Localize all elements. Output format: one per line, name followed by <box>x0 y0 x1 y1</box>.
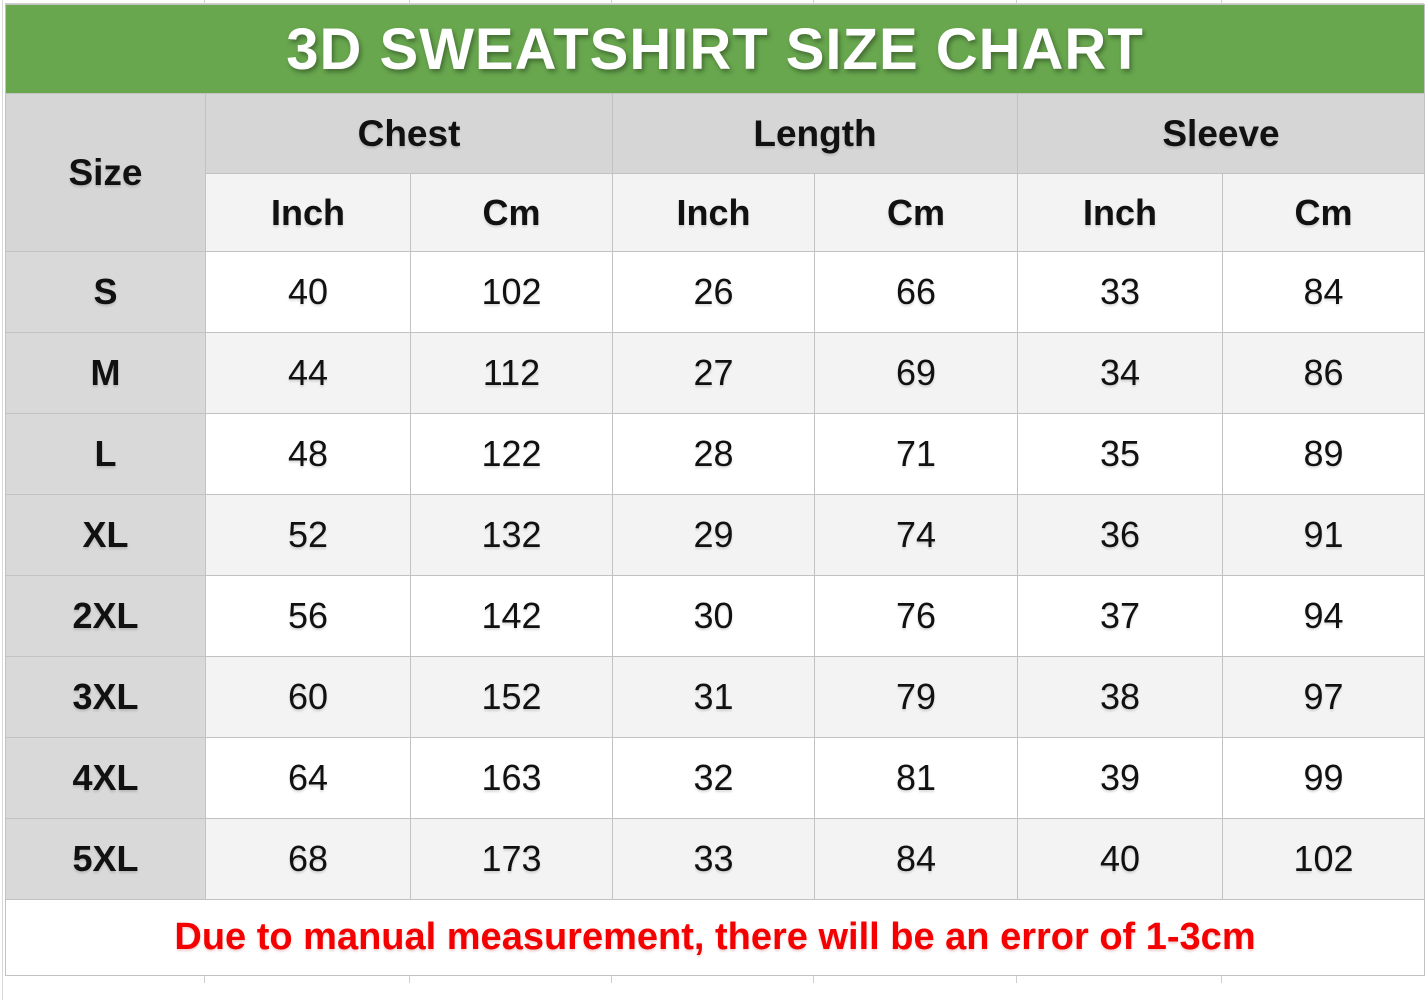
value-cell: 33 <box>1018 252 1223 333</box>
size-label: 3XL <box>6 657 206 738</box>
table-row-4xl <box>6 738 1425 819</box>
table-row-s <box>6 252 1425 333</box>
value-cell: 81 <box>815 738 1018 819</box>
value-cell: 79 <box>815 657 1018 738</box>
value-cell: 33 <box>613 819 815 900</box>
gridline-cell <box>612 0 814 3</box>
table-row-m <box>6 333 1425 414</box>
title-bar <box>6 5 1425 94</box>
unit-header-chest-inch: Inch <box>206 174 411 252</box>
value-cell: 66 <box>815 252 1018 333</box>
value-cell: 163 <box>411 738 613 819</box>
gridline-cell <box>814 0 1017 3</box>
value-cell: 152 <box>411 657 613 738</box>
value-cell: 74 <box>815 495 1018 576</box>
table-row-5xl <box>6 819 1425 900</box>
gridline-cell <box>5 976 205 983</box>
value-cell: 34 <box>1018 333 1223 414</box>
value-cell: 64 <box>206 738 411 819</box>
table-row-2xl <box>6 576 1425 657</box>
gridline-cell <box>1222 976 1424 983</box>
size-label: L <box>6 414 206 495</box>
footnote-row <box>6 900 1425 976</box>
size-label: 2XL <box>6 576 206 657</box>
value-cell: 39 <box>1018 738 1223 819</box>
value-cell: 76 <box>815 576 1018 657</box>
page-title: 3D SWEATSHIRT SIZE CHART <box>286 16 1144 82</box>
value-cell: 27 <box>613 333 815 414</box>
value-cell: 94 <box>1223 576 1425 657</box>
value-cell: 91 <box>1223 495 1425 576</box>
value-cell: 86 <box>1223 333 1425 414</box>
table-row-l <box>6 414 1425 495</box>
gridline-cell <box>205 976 410 983</box>
gridline-cell <box>410 0 612 3</box>
gridline-cell <box>814 976 1017 983</box>
gridline-cell <box>410 976 612 983</box>
value-cell: 44 <box>206 333 411 414</box>
gridline-cell <box>1222 0 1424 3</box>
value-cell: 31 <box>613 657 815 738</box>
value-cell: 84 <box>815 819 1018 900</box>
value-cell: 102 <box>1223 819 1425 900</box>
value-cell: 97 <box>1223 657 1425 738</box>
size-label: XL <box>6 495 206 576</box>
value-cell: 89 <box>1223 414 1425 495</box>
value-cell: 35 <box>1018 414 1223 495</box>
column-group-chest: Chest <box>206 94 613 174</box>
value-cell: 29 <box>613 495 815 576</box>
value-cell: 37 <box>1018 576 1223 657</box>
value-cell: 69 <box>815 333 1018 414</box>
gridline-cell <box>1017 0 1222 3</box>
value-cell: 38 <box>1018 657 1223 738</box>
value-cell: 26 <box>613 252 815 333</box>
value-cell: 68 <box>206 819 411 900</box>
value-cell: 173 <box>411 819 613 900</box>
unit-header-length-inch: Inch <box>613 174 815 252</box>
value-cell: 32 <box>613 738 815 819</box>
size-label: M <box>6 333 206 414</box>
gridline-cell <box>612 976 814 983</box>
size-chart-sheet <box>5 0 1424 983</box>
column-group-sleeve: Sleeve <box>1018 94 1425 174</box>
size-label: 5XL <box>6 819 206 900</box>
value-cell: 36 <box>1018 495 1223 576</box>
value-cell: 71 <box>815 414 1018 495</box>
value-cell: 122 <box>411 414 613 495</box>
value-cell: 60 <box>206 657 411 738</box>
value-cell: 30 <box>613 576 815 657</box>
value-cell: 40 <box>1018 819 1223 900</box>
measurement-note: Due to manual measurement, there will be an error of 1-3cm <box>174 916 1256 958</box>
cropped-bottom-row <box>5 976 1424 983</box>
value-cell: 40 <box>206 252 411 333</box>
value-cell: 142 <box>411 576 613 657</box>
value-cell: 112 <box>411 333 613 414</box>
sheet-edge-gridline <box>2 0 3 1000</box>
column-header-size: Size <box>6 94 206 252</box>
size-label: 4XL <box>6 738 206 819</box>
size-chart-table <box>5 4 1425 976</box>
value-cell: 28 <box>613 414 815 495</box>
table-row-xl <box>6 495 1425 576</box>
size-label: S <box>6 252 206 333</box>
value-cell: 48 <box>206 414 411 495</box>
column-group-length: Length <box>613 94 1018 174</box>
value-cell: 84 <box>1223 252 1425 333</box>
table-row-3xl <box>6 657 1425 738</box>
unit-header-length-cm: Cm <box>815 174 1018 252</box>
value-cell: 52 <box>206 495 411 576</box>
unit-header-sleeve-cm: Cm <box>1223 174 1425 252</box>
gridline-cell <box>205 0 410 3</box>
unit-header-sleeve-inch: Inch <box>1018 174 1223 252</box>
value-cell: 99 <box>1223 738 1425 819</box>
value-cell: 102 <box>411 252 613 333</box>
value-cell: 132 <box>411 495 613 576</box>
unit-header-chest-cm: Cm <box>411 174 613 252</box>
value-cell: 56 <box>206 576 411 657</box>
gridline-cell <box>1017 976 1222 983</box>
gridline-cell <box>5 0 205 3</box>
